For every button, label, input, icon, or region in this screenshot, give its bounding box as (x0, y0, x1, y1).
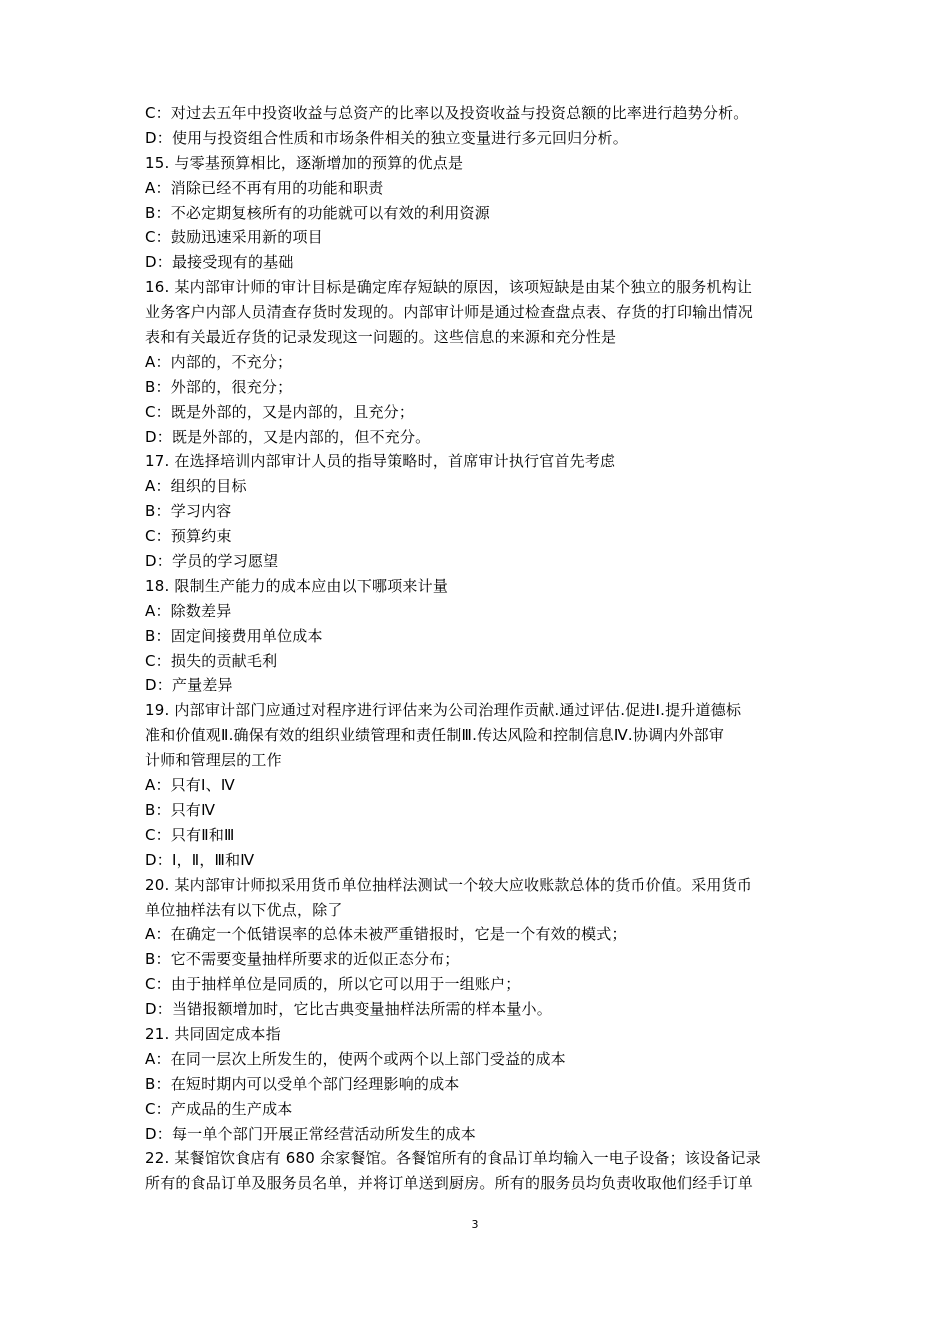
question-22-line-2: 所有的食品订单及服务员名单，并将订单送到厨房。所有的服务员均负责收取他们经手订单 (145, 1174, 754, 1193)
option-a-q19: A：只有Ⅰ、Ⅳ (145, 776, 235, 795)
question-20-line-1: 20. 某内部审计师拟采用货币单位抽样法测试一个较大应收账款总体的货币价值。采用货币 (145, 875, 753, 894)
question-19-line-2: 准和价值观Ⅱ.确保有效的组织业绩管理和责任制Ⅲ.传达风险和控制信息Ⅳ.协调内外部审 (145, 726, 725, 745)
option-d-q16: D：既是外部的，又是内部的，但不充分。 (145, 427, 431, 446)
question-16-line-1: 16. 某内部审计师的审计目标是确定库存短缺的原因，该项短缺是由某个独立的服务机构让 (145, 278, 753, 297)
option-b-q15: B：不必定期复核所有的功能就可以有效的利用资源 (145, 203, 490, 222)
option-b-q19: B：只有Ⅳ (145, 800, 216, 819)
question-18: 18. 限制生产能力的成本应由以下哪项来计量 (145, 576, 449, 595)
option-c-q17: C：预算约束 (145, 527, 232, 546)
option-d-q18: D：产量差异 (145, 676, 233, 695)
question-15: 15. 与零基预算相比，逐渐增加的预算的优点是 (145, 153, 464, 172)
question-19-line-1: 19. 内部审计部门应通过对程序进行评估来为公司治理作贡献.通过评估.促进Ⅰ.提升道德标 (145, 701, 742, 720)
option-a-q20: A：在确定一个低错误率的总体未被严重错报时，它是一个有效的模式； (145, 925, 627, 944)
option-d-q19: D：Ⅰ，Ⅱ，Ⅲ和Ⅳ (145, 850, 255, 869)
option-d-q14: D：使用与投资组合性质和市场条件相关的独立变量进行多元回归分析。 (145, 128, 628, 147)
option-c-q19: C：只有Ⅱ和Ⅲ (145, 825, 235, 844)
option-c-q18: C：损失的贡献毛利 (145, 651, 278, 670)
option-a-q18: A：除数差异 (145, 601, 232, 620)
option-a-q17: A：组织的目标 (145, 477, 247, 496)
question-17: 17. 在选择培训内部审计人员的指导策略时，首席审计执行官首先考虑 (145, 452, 616, 471)
option-d-q20: D：当错报额增加时，它比古典变量抽样法所需的样本量小。 (145, 1000, 552, 1019)
option-a-q21: A：在同一层次上所发生的，使两个或两个以上部门受益的成本 (145, 1049, 566, 1068)
option-b-q17: B：学习内容 (145, 502, 232, 521)
page-body (145, 101, 813, 1196)
question-22-line-1: 22. 某餐馆饮食店有 680 余家餐馆。各餐馆所有的食品订单均输入一电子设备；该设备记录 (145, 1149, 761, 1168)
option-c-q16: C：既是外部的，又是内部的，且充分； (145, 402, 415, 421)
option-c-q20: C：由于抽样单位是同质的，所以它可以用于一组账户； (145, 975, 521, 994)
option-a-q16: A：内部的，不充分； (145, 352, 293, 371)
option-a-q15: A：消除已经不再有用的功能和职责 (145, 178, 384, 197)
option-d-q21: D：每一单个部门开展正常经营活动所发生的成本 (145, 1124, 476, 1143)
option-c-q21: C：产成品的生产成本 (145, 1099, 293, 1118)
question-19-line-3: 计师和管理层的工作 (145, 751, 282, 770)
question-21: 21. 共同固定成本指 (145, 1024, 281, 1043)
option-b-q21: B：在短时期内可以受单个部门经理影响的成本 (145, 1074, 460, 1093)
question-16-line-3: 表和有关最近存货的记录发现这一问题的。这些信息的来源和充分性是 (145, 328, 617, 347)
option-b-q20: B：它不需要变量抽样所要求的近似正态分布； (145, 950, 460, 969)
question-20-line-2: 单位抽样法有以下优点，除了 (145, 900, 343, 919)
option-d-q17: D：学员的学习愿望 (145, 552, 279, 571)
question-16-line-2: 业务客户内部人员清查存货时发现的。内部审计师是通过检查盘点表、存货的打印输出情况 (145, 303, 754, 322)
option-b-q18: B：固定间接费用单位成本 (145, 626, 323, 645)
option-b-q16: B：外部的，很充分； (145, 377, 293, 396)
page-number: 3 (471, 1218, 479, 1231)
option-c-q15: C：鼓励迅速采用新的项目 (145, 228, 323, 247)
option-d-q15: D：最接受现有的基础 (145, 253, 294, 272)
option-c-q14: C：对过去五年中投资收益与总资产的比率以及投资收益与投资总额的比率进行趋势分析。 (145, 104, 749, 122)
